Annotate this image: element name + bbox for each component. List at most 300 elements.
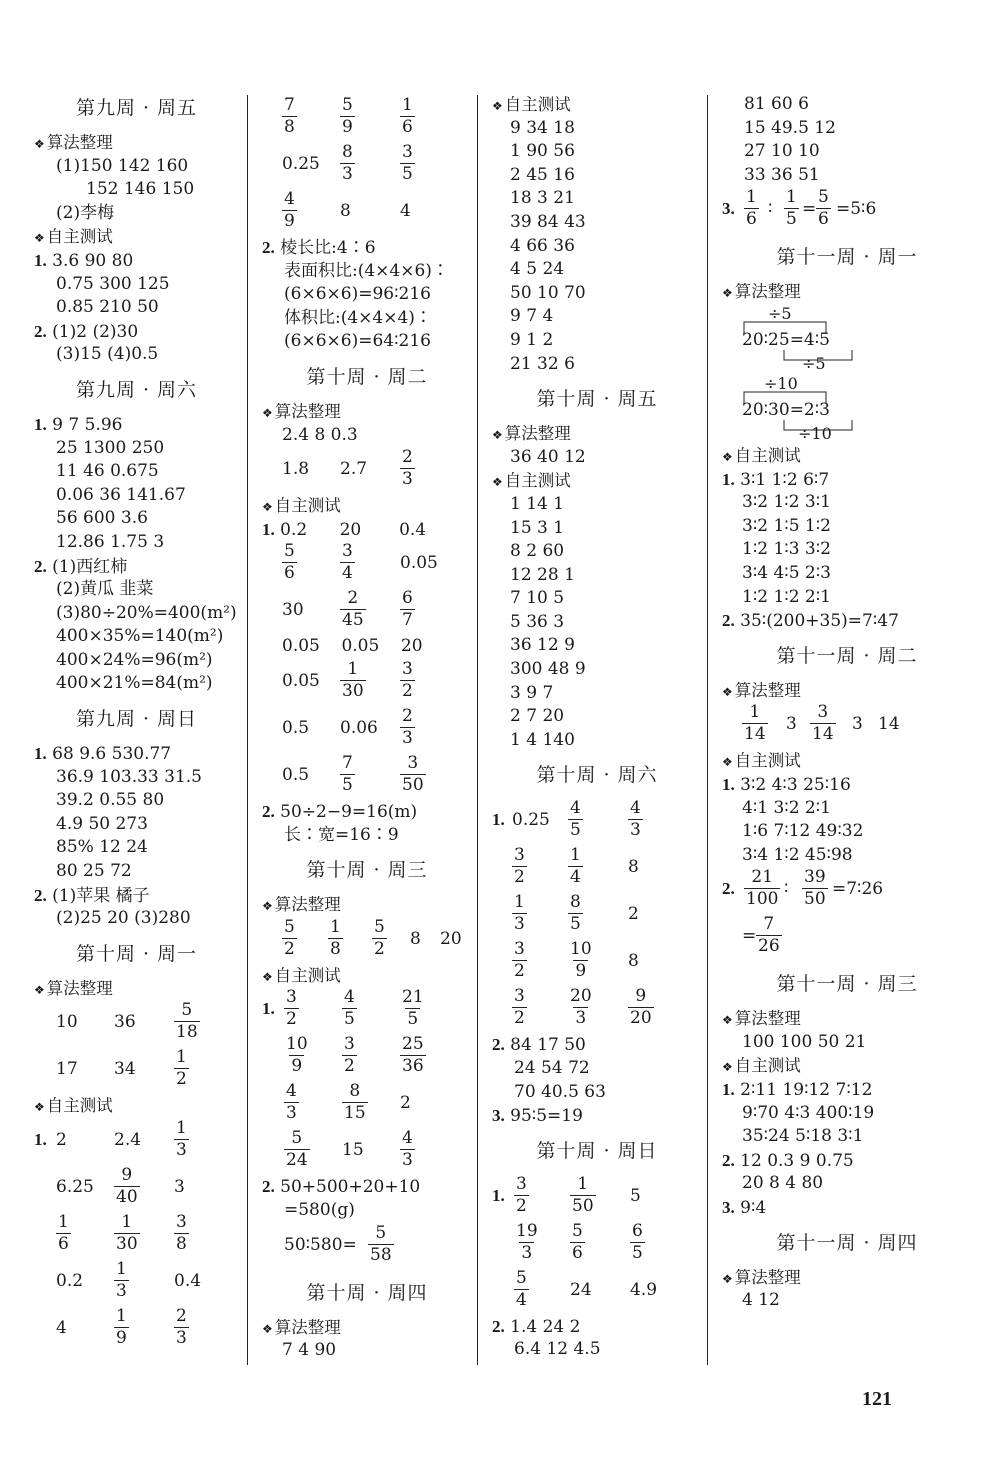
fraction-row bbox=[34, 1165, 239, 1212]
answer-line bbox=[262, 800, 472, 824]
answer-line: 6.4 12 4.5 bbox=[514, 1339, 601, 1360]
answer-line: (3)80÷20%=400(m²) bbox=[56, 602, 237, 623]
fraction-row bbox=[34, 1000, 239, 1047]
answer-text: 12 0.3 9 0.75 bbox=[740, 1150, 854, 1171]
section-label: ❖ 自主测试 bbox=[34, 225, 239, 249]
item-number: 2. bbox=[722, 611, 735, 631]
item-number: 2. bbox=[722, 879, 735, 899]
answer-text: 95∶5=19 bbox=[510, 1106, 583, 1127]
answer-line bbox=[262, 1175, 472, 1199]
column-3 bbox=[492, 85, 702, 1365]
fraction: $\frac{2}{45}$ bbox=[342, 588, 364, 631]
fraction: $\frac{1}{50}$ bbox=[572, 1173, 594, 1216]
answer-text: 50÷2−9=16(m) bbox=[280, 801, 418, 822]
ratio-diagram bbox=[722, 374, 972, 444]
answer-line: 4 5 24 bbox=[510, 259, 565, 280]
section-label: ❖ 自主测试 bbox=[722, 1054, 972, 1078]
column-1 bbox=[34, 85, 239, 1365]
item-number: 1. bbox=[34, 414, 47, 434]
fraction: $\frac{2}{3}$ bbox=[402, 705, 413, 748]
fraction: $\frac{3}{4}$ bbox=[342, 541, 353, 584]
item-number: 2. bbox=[34, 556, 47, 576]
fraction-row bbox=[34, 1259, 239, 1306]
fraction-row bbox=[722, 867, 972, 914]
fraction: $\frac{1}{8}$ bbox=[330, 916, 341, 959]
fraction-row bbox=[262, 659, 472, 706]
fraction: $\frac{1}{30}$ bbox=[116, 1212, 138, 1254]
fraction-row bbox=[262, 987, 472, 1034]
answer-line: 9∶70 4∶3 400∶19 bbox=[742, 1102, 875, 1123]
fraction: $\frac{1}{3}$ bbox=[514, 892, 525, 935]
fraction: $\frac{7}{8}$ bbox=[284, 95, 295, 137]
section-heading: 第十一周 · 周三 bbox=[776, 973, 918, 996]
answer-text: 1.4 24 2 bbox=[510, 1316, 581, 1337]
answer-line: 80 25 72 bbox=[56, 861, 132, 882]
answer-line: 3 9 7 bbox=[510, 682, 554, 703]
fraction: $\frac{3}{14}$ bbox=[812, 702, 834, 745]
item-number: 2. bbox=[262, 1177, 275, 1197]
answer-value: 2 bbox=[400, 1093, 411, 1114]
answer-text: 棱长比:4∶6 bbox=[280, 238, 376, 258]
fraction: $\frac{3}{2}$ bbox=[514, 939, 525, 982]
answer-line: 体积比:(4×4×4)∶ bbox=[284, 307, 432, 328]
section-heading: 第十一周 · 周二 bbox=[776, 644, 918, 667]
fraction-row bbox=[262, 95, 472, 142]
answer-text: (1)西红柿 bbox=[52, 556, 128, 577]
section-label: ❖ 算法整理 bbox=[34, 131, 239, 155]
fraction: $\frac{10}{9}$ bbox=[570, 939, 592, 982]
fraction: $\frac{5}{24}$ bbox=[286, 1128, 308, 1171]
fraction-row bbox=[492, 986, 702, 1033]
answer-value: 3 bbox=[174, 1177, 185, 1197]
answer-line: 85% 12 24 bbox=[56, 837, 148, 858]
fraction-row bbox=[492, 1268, 702, 1315]
answer-line: 0.06 36 141.67 bbox=[56, 484, 186, 505]
section-heading: 第十周 · 周五 bbox=[536, 388, 658, 411]
ratio-equation: 20∶30=2∶3 bbox=[742, 399, 830, 420]
fraction-row bbox=[492, 798, 702, 845]
column-4 bbox=[722, 85, 972, 1365]
fraction: $\frac{1}{6}$ bbox=[402, 95, 413, 137]
section-label: ❖ 算法整理 bbox=[262, 400, 472, 424]
fraction-row bbox=[492, 845, 702, 892]
fraction-row bbox=[722, 914, 972, 961]
answer-line: 300 48 9 bbox=[510, 659, 586, 680]
answer-line: 9 1 2 bbox=[510, 329, 554, 350]
answer-value: 0.5 bbox=[282, 764, 310, 785]
answer-line: 27 10 10 bbox=[744, 141, 820, 162]
answer-line: 1 4 140 bbox=[510, 729, 575, 750]
answer-value: =7∶26 bbox=[832, 879, 884, 900]
item-number: 1. bbox=[492, 1185, 505, 1205]
answer-value: 0.25 bbox=[512, 810, 550, 831]
fraction: $\frac{3}{5}$ bbox=[402, 142, 413, 184]
answer-line bbox=[34, 249, 239, 273]
fraction: $\frac{4}{5}$ bbox=[570, 798, 581, 841]
section-label: ❖ 自主测试 bbox=[722, 444, 972, 468]
answer-line: (2)25 20 (3)280 bbox=[56, 908, 191, 929]
answer-line: 0.85 210 50 bbox=[56, 297, 159, 318]
answer-line: 1 90 56 bbox=[510, 141, 575, 162]
fraction: $\frac{1}{9}$ bbox=[116, 1306, 127, 1348]
fraction-row bbox=[262, 142, 472, 189]
equals-sign: = bbox=[802, 199, 817, 220]
answer-text: (1)2 (2)30 bbox=[52, 321, 139, 342]
answer-value: 4.9 bbox=[630, 1279, 658, 1300]
answer-line bbox=[34, 320, 239, 344]
fraction-row bbox=[262, 917, 472, 964]
section-heading: 第十一周 · 周一 bbox=[776, 246, 918, 269]
item-number: 1. bbox=[492, 810, 505, 830]
answer-value: 0.05 bbox=[282, 670, 320, 691]
item-number: 3. bbox=[492, 1106, 505, 1126]
answer-text: 68 9.6 530.77 bbox=[52, 744, 172, 765]
answer-value: 36 bbox=[114, 1012, 136, 1033]
answer-line bbox=[262, 236, 472, 260]
fraction-row bbox=[34, 1212, 239, 1259]
column-divider bbox=[247, 95, 248, 1365]
answer-line: (2)黄瓜 韭菜 bbox=[56, 579, 154, 600]
answer-line: 1∶2 1∶3 3∶2 bbox=[742, 539, 831, 560]
answer-line bbox=[722, 609, 972, 633]
section-label: ❖ 算法整理 bbox=[492, 422, 702, 446]
ratio-sign: ∶ bbox=[768, 199, 773, 220]
ratio-diagram bbox=[722, 304, 972, 374]
section-heading: 第十一周 · 周四 bbox=[776, 1231, 918, 1254]
fraction: $\frac{5}{6}$ bbox=[572, 1220, 583, 1263]
item-number: 3. bbox=[722, 1198, 735, 1218]
item-number: 2. bbox=[492, 1035, 505, 1055]
fraction: $\frac{1}{4}$ bbox=[570, 845, 581, 888]
answer-line bbox=[492, 1104, 702, 1128]
answer-line: 5 36 3 bbox=[510, 611, 565, 632]
answer-line: 24 54 72 bbox=[514, 1058, 590, 1079]
fraction-row bbox=[492, 939, 702, 986]
fraction: $\frac{5}{6}$ bbox=[284, 541, 295, 584]
answer-line bbox=[722, 1078, 972, 1102]
answer-line: 39 84 43 bbox=[510, 211, 586, 232]
section-label: ❖ 算法整理 bbox=[34, 977, 239, 1001]
column-divider bbox=[477, 95, 478, 1365]
divide-label: ÷10 bbox=[764, 373, 798, 393]
fraction: $\frac{1}{3}$ bbox=[176, 1118, 187, 1160]
answer-line: 4 12 bbox=[742, 1290, 780, 1311]
fraction: $\frac{3}{2}$ bbox=[286, 987, 297, 1030]
answer-text: 50+500+20+10 bbox=[280, 1177, 421, 1198]
fraction-row bbox=[34, 1306, 239, 1353]
answer-text: 3.6 90 80 bbox=[52, 250, 134, 271]
answer-line: 33 36 51 bbox=[744, 164, 820, 185]
answer-line: 39.2 0.55 80 bbox=[56, 790, 165, 811]
divide-label: ÷5 bbox=[768, 303, 792, 323]
answer-text: 0.2 20 0.4 bbox=[280, 519, 427, 540]
answer-value: 20 bbox=[440, 928, 462, 949]
answer-line: 15 3 1 bbox=[510, 517, 565, 538]
item-number: 3. bbox=[722, 199, 735, 219]
answer-line: 0.75 300 125 bbox=[56, 273, 170, 294]
item-number: 1. bbox=[34, 744, 47, 764]
fraction: $\frac{21}{100}$ bbox=[746, 867, 779, 910]
answer-line: 400×35%=140(m²) bbox=[56, 626, 224, 647]
answer-value: 0.05 bbox=[400, 553, 438, 574]
answer-line: 2.4 8 0.3 bbox=[282, 424, 358, 445]
answer-line: 21 32 6 bbox=[510, 353, 575, 374]
answer-line: (6×6×6)=96∶216 bbox=[284, 284, 431, 305]
section-heading: 第九周 · 周六 bbox=[75, 378, 198, 401]
answer-line: 4 66 36 bbox=[510, 235, 575, 256]
answer-line: 400×24%=96(m²) bbox=[56, 649, 213, 670]
answer-line: 12.86 1.75 3 bbox=[56, 531, 165, 552]
fraction: $\frac{4}{3}$ bbox=[402, 1128, 413, 1171]
answer-line: 4∶1 3∶2 2∶1 bbox=[742, 797, 831, 818]
section-label: ❖ 自主测试 bbox=[34, 1094, 239, 1118]
fraction-row bbox=[492, 1221, 702, 1268]
answer-line: 36 12 9 bbox=[510, 635, 575, 656]
fraction: $\frac{8}{5}$ bbox=[570, 892, 581, 935]
answer-line bbox=[722, 773, 972, 797]
section-label: ❖ 算法整理 bbox=[262, 893, 472, 917]
fraction-row bbox=[34, 1118, 239, 1165]
fraction: $\frac{3}{2}$ bbox=[402, 658, 413, 701]
answer-line: 0.05 0.05 20 bbox=[282, 636, 423, 657]
answer-line: 表面积比:(4×4×6)∶ bbox=[284, 260, 449, 281]
section-heading: 第十周 · 周六 bbox=[536, 764, 658, 787]
fraction-row bbox=[262, 1128, 472, 1175]
answer-value: 3 bbox=[786, 714, 797, 735]
answer-line bbox=[262, 518, 472, 542]
fraction: $\frac{10}{9}$ bbox=[286, 1034, 308, 1077]
answer-line: (3)15 (4)0.5 bbox=[56, 344, 159, 365]
answer-line: 9 34 18 bbox=[510, 117, 575, 138]
section-heading: 第十周 · 周四 bbox=[306, 1281, 428, 1304]
fraction-row bbox=[262, 588, 472, 635]
section-label: ❖ 算法整理 bbox=[262, 1316, 472, 1340]
page-number: 121 bbox=[862, 1388, 892, 1410]
answer-line bbox=[34, 555, 239, 579]
answer-value: 0.2 bbox=[56, 1271, 84, 1291]
item-number: 1. bbox=[34, 1130, 47, 1149]
answer-line: 1 14 1 bbox=[510, 493, 565, 514]
fraction: $\frac{1}{2}$ bbox=[176, 1047, 187, 1090]
fraction: $\frac{1}{5}$ bbox=[786, 187, 797, 230]
answer-value: 4 bbox=[56, 1318, 67, 1338]
answer-line: 长∶宽=16∶9 bbox=[284, 824, 399, 845]
item-number: 1. bbox=[262, 519, 275, 539]
answer-line bbox=[722, 468, 972, 492]
answer-line: (6×6×6)=64∶216 bbox=[284, 331, 431, 352]
answer-line: 18 3 21 bbox=[510, 188, 575, 209]
fraction-row bbox=[492, 1174, 702, 1221]
answer-text: 50∶580= bbox=[284, 1234, 357, 1255]
fraction-row bbox=[262, 753, 472, 800]
answer-line: 56 600 3.6 bbox=[56, 508, 148, 529]
fraction: $\frac{7}{5}$ bbox=[342, 752, 353, 795]
answer-value: 14 bbox=[878, 714, 900, 735]
fraction-row bbox=[262, 541, 472, 588]
section-label: ❖ 自主测试 bbox=[492, 469, 702, 493]
answer-line bbox=[722, 1149, 972, 1173]
fraction: $\frac{4}{5}$ bbox=[344, 987, 355, 1030]
fraction: $\frac{3}{8}$ bbox=[176, 1212, 187, 1254]
fraction: $\frac{9}{40}$ bbox=[116, 1165, 138, 1207]
fraction: $\frac{8}{3}$ bbox=[342, 142, 353, 184]
fraction: $\frac{5}{18}$ bbox=[176, 1000, 198, 1043]
answer-value: 2.4 bbox=[114, 1130, 142, 1150]
fraction: $\frac{20}{3}$ bbox=[570, 986, 592, 1029]
section-label: ❖ 自主测试 bbox=[722, 749, 972, 773]
fraction-row bbox=[262, 706, 472, 753]
item-number: 1. bbox=[722, 469, 735, 489]
answer-line: (1)150 142 160 bbox=[56, 155, 189, 176]
item-number: 1. bbox=[722, 774, 735, 794]
divide-label: ÷5 bbox=[802, 353, 826, 373]
answer-text: 3∶1 1∶2 6∶7 bbox=[740, 469, 830, 490]
fraction: $\frac{3}{2}$ bbox=[514, 986, 525, 1029]
answer-value: 8 bbox=[628, 857, 639, 878]
section-label: ❖ 自主测试 bbox=[492, 93, 702, 117]
item-number: 1. bbox=[262, 999, 275, 1019]
section-heading: 第九周 · 周五 bbox=[75, 97, 198, 119]
fraction: $\frac{5}{2}$ bbox=[284, 916, 295, 959]
answer-value: 10 bbox=[56, 1012, 78, 1033]
fraction: $\frac{4}{3}$ bbox=[286, 1081, 297, 1124]
answer-value: 30 bbox=[282, 600, 304, 621]
item-number: 2. bbox=[34, 885, 47, 905]
answer-value: 8 bbox=[628, 951, 639, 972]
answer-value: 0.25 bbox=[282, 154, 320, 174]
fraction: $\frac{2}{3}$ bbox=[402, 447, 413, 490]
section-heading: 第十周 · 周三 bbox=[306, 859, 428, 882]
answer-value: 2 bbox=[628, 904, 639, 925]
fraction: $\frac{4}{3}$ bbox=[630, 798, 641, 841]
fraction: $\frac{3}{50}$ bbox=[402, 752, 424, 795]
divide-label: ÷10 bbox=[798, 423, 832, 443]
answer-line: 11 46 0.675 bbox=[56, 461, 159, 482]
ratio-sign: ∶ bbox=[784, 879, 789, 900]
answer-text: 2∶11 19∶12 7∶12 bbox=[740, 1080, 873, 1101]
fraction: $\frac{21}{5}$ bbox=[402, 987, 424, 1030]
answer-line bbox=[492, 1315, 702, 1339]
answer-line: 81 60 6 bbox=[744, 94, 809, 114]
answer-text: 3∶2 4∶3 25∶16 bbox=[740, 774, 851, 795]
fraction-row bbox=[262, 1223, 472, 1270]
fraction: $\frac{8}{15}$ bbox=[344, 1081, 366, 1124]
section-label: ❖ 自主测试 bbox=[262, 964, 472, 988]
fraction: $\frac{25}{36}$ bbox=[402, 1034, 424, 1077]
answer-text: 84 17 50 bbox=[510, 1035, 586, 1056]
answer-line: 70 40.5 63 bbox=[514, 1081, 606, 1102]
answer-value: 0.06 bbox=[340, 717, 378, 738]
item-number: 1. bbox=[34, 250, 47, 270]
section-heading: 第十周 · 周二 bbox=[306, 365, 428, 388]
answer-value: 4 bbox=[400, 201, 411, 221]
fraction: $\frac{6}{7}$ bbox=[402, 588, 413, 631]
answer-text: (1)苹果 橘子 bbox=[52, 885, 150, 906]
answer-value: 8 bbox=[410, 928, 421, 949]
answer-value: 5 bbox=[630, 1185, 641, 1206]
answer-line: 8 2 60 bbox=[510, 541, 565, 562]
answer-line bbox=[492, 1033, 702, 1057]
answer-text: 9∶4 bbox=[740, 1198, 767, 1219]
answer-line bbox=[722, 1196, 972, 1220]
section-heading: 第十周 · 周一 bbox=[75, 942, 198, 965]
answer-value: 0.5 bbox=[282, 717, 310, 738]
fraction-row bbox=[722, 702, 972, 749]
fraction: $\frac{3}{2}$ bbox=[344, 1034, 355, 1077]
section-label: ❖ 算法整理 bbox=[722, 1266, 972, 1290]
fraction: $\frac{5}{58}$ bbox=[370, 1222, 392, 1265]
answer-line: 2 7 20 bbox=[510, 706, 565, 727]
fraction: $\frac{1}{30}$ bbox=[342, 658, 364, 701]
fraction-row bbox=[722, 187, 972, 234]
fraction-row bbox=[262, 1081, 472, 1128]
answer-line: 3∶2 1∶5 1∶2 bbox=[742, 515, 831, 536]
section-label: ❖ 自主测试 bbox=[262, 494, 472, 518]
answer-line: 3∶4 1∶2 45∶98 bbox=[742, 844, 853, 865]
fraction: $\frac{19}{3}$ bbox=[516, 1220, 538, 1263]
answer-line: 7 10 5 bbox=[510, 588, 565, 609]
item-number: 2. bbox=[722, 1150, 735, 1170]
fraction: $\frac{1}{6}$ bbox=[58, 1212, 69, 1254]
answer-line: 9 7 4 bbox=[510, 306, 554, 327]
answer-line bbox=[34, 884, 239, 908]
fraction: $\frac{1}{14}$ bbox=[744, 702, 766, 745]
answer-line: =580(g) bbox=[284, 1199, 355, 1220]
answer-line: 400×21%=84(m²) bbox=[56, 673, 213, 694]
fraction-row bbox=[262, 447, 472, 494]
item-number: 2. bbox=[262, 801, 275, 821]
answer-line: 15 49.5 12 bbox=[744, 117, 836, 138]
answer-value: 15 bbox=[342, 1140, 364, 1161]
answer-value: 1.8 bbox=[282, 459, 310, 480]
ratio-equation: 20∶25=4∶5 bbox=[742, 329, 830, 350]
fraction-row bbox=[262, 189, 472, 236]
fraction: $\frac{3}{2}$ bbox=[516, 1173, 527, 1216]
section-heading: 第九周 · 周日 bbox=[75, 708, 198, 731]
answer-line: (2)李梅 bbox=[56, 202, 115, 223]
fraction: $\frac{9}{20}$ bbox=[630, 986, 652, 1029]
section-label: ❖ 算法整理 bbox=[722, 280, 972, 304]
item-number: 2. bbox=[34, 321, 47, 341]
answer-value: 3 bbox=[852, 714, 863, 735]
answer-line: 100 100 50 21 bbox=[742, 1031, 867, 1052]
answer-value: 17 bbox=[56, 1059, 78, 1080]
answer-line: 36 40 12 bbox=[510, 446, 586, 467]
fraction: $\frac{3}{2}$ bbox=[514, 845, 525, 888]
answer-value: 34 bbox=[114, 1059, 136, 1080]
fraction-row bbox=[34, 1047, 239, 1094]
fraction: $\frac{5}{9}$ bbox=[342, 95, 353, 137]
answer-value: 2 bbox=[56, 1130, 67, 1150]
answer-line: 20 8 4 80 bbox=[742, 1173, 824, 1194]
answer-line: 36.9 103.33 31.5 bbox=[56, 766, 202, 787]
answer-line: 1∶6 7∶12 49∶32 bbox=[742, 821, 864, 842]
item-number: 2. bbox=[492, 1316, 505, 1336]
fraction: $\frac{39}{50}$ bbox=[804, 867, 826, 910]
column-2 bbox=[262, 85, 472, 1365]
fraction: $\frac{5}{4}$ bbox=[516, 1267, 527, 1310]
answer-text: 9 7 5.96 bbox=[52, 414, 123, 435]
answer-line: 50 10 70 bbox=[510, 282, 586, 303]
item-number: 2. bbox=[262, 238, 275, 257]
answer-line: 1∶2 1∶2 2∶1 bbox=[742, 586, 831, 607]
equals-sign: = bbox=[742, 926, 757, 947]
answer-value: 0.4 bbox=[174, 1271, 202, 1291]
answer-line: 152 146 150 bbox=[86, 179, 195, 200]
answer-line: 12 28 1 bbox=[510, 564, 575, 585]
section-label: ❖ 算法整理 bbox=[722, 679, 972, 703]
answer-line: 3∶2 1∶2 3∶1 bbox=[742, 492, 831, 513]
